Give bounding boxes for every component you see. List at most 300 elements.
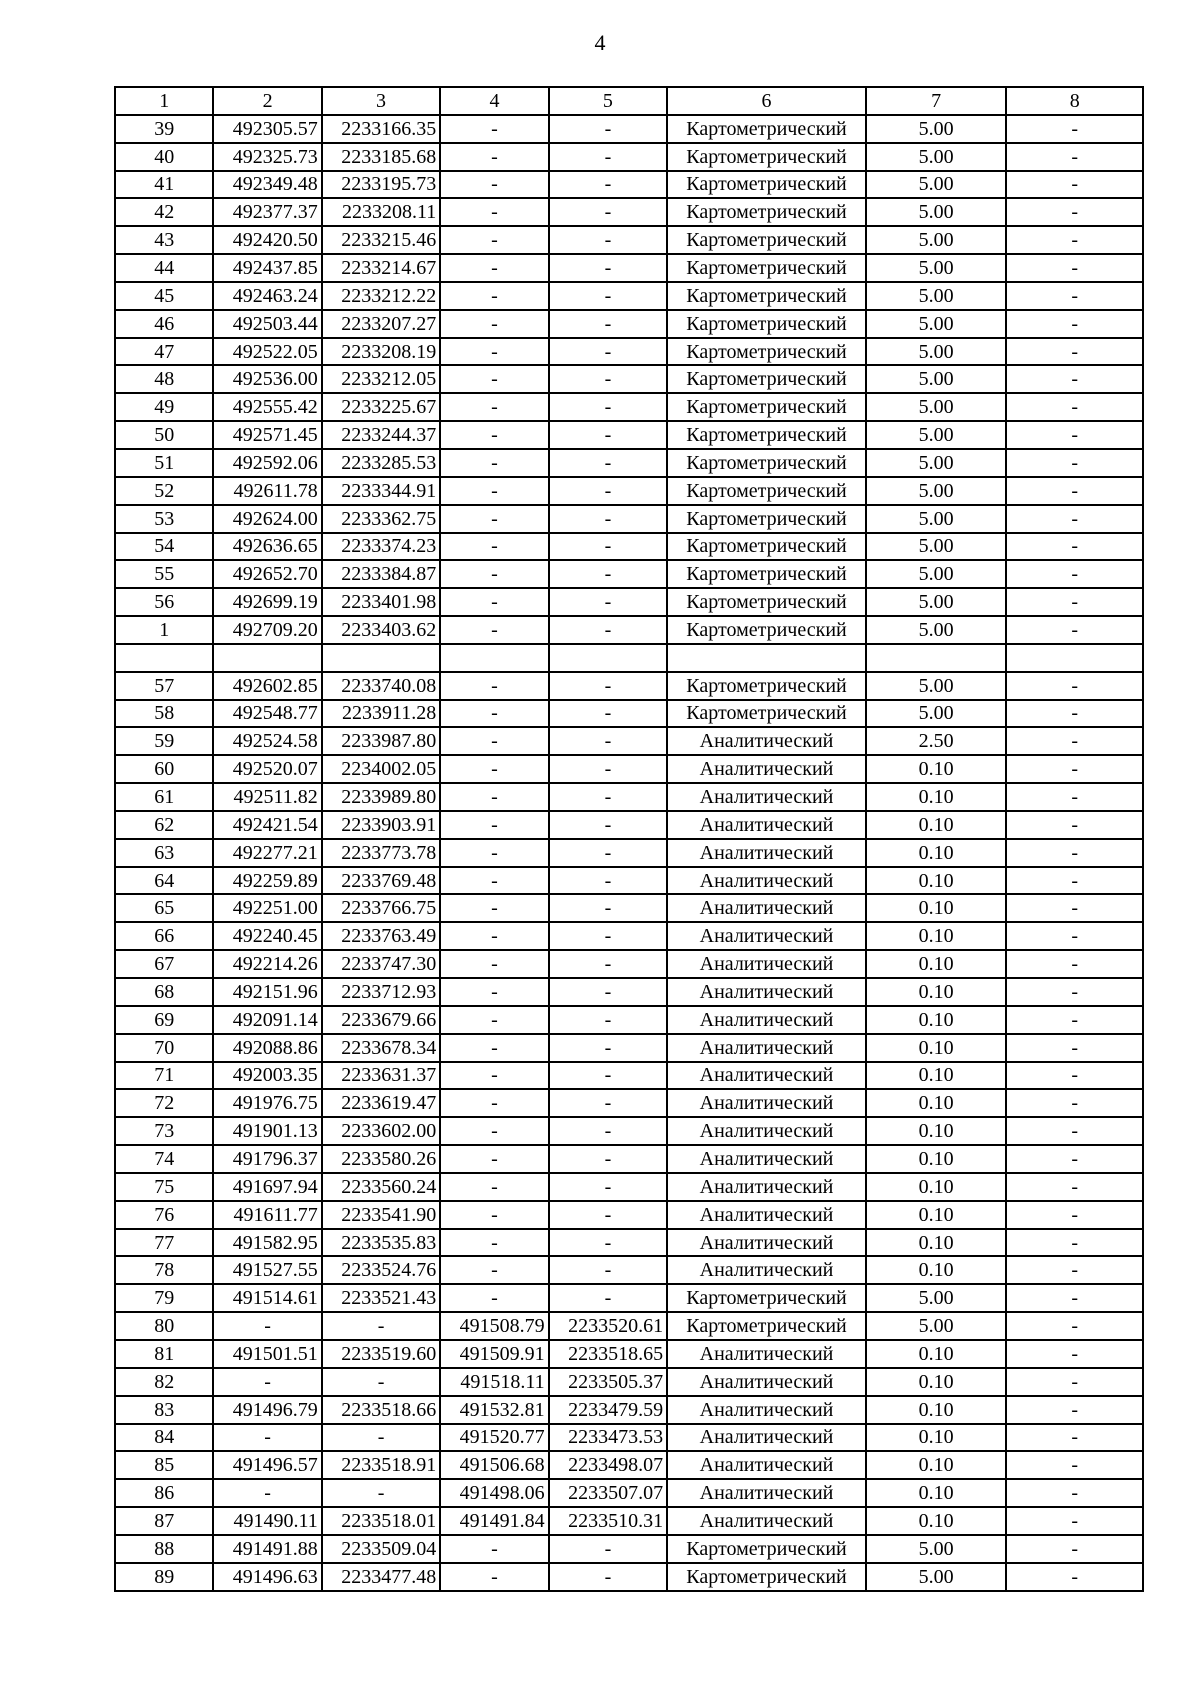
table-cell-col-3: 2233521.43 — [322, 1284, 440, 1312]
table-cell-col-5: - — [549, 1006, 667, 1034]
table-cell-col-3: 2233580.26 — [322, 1145, 440, 1173]
table-cell-col-5: - — [549, 1089, 667, 1117]
table-row — [115, 1340, 1143, 1368]
table-cell-col-2: 492420.50 — [213, 226, 321, 254]
table-cell-col-3: 2233541.90 — [322, 1201, 440, 1229]
table-cell-col-8: - — [1006, 115, 1143, 143]
table-cell-col-6: Аналитический — [667, 867, 866, 895]
table-cell-col-5: 2233520.61 — [549, 1312, 667, 1340]
table-cell-col-5: - — [549, 867, 667, 895]
table-cell-col-6: Аналитический — [667, 1173, 866, 1201]
table-cell-col-3: 2233773.78 — [322, 839, 440, 867]
table-cell-col-1: 44 — [115, 254, 213, 282]
table-row — [115, 143, 1143, 171]
table-cell-col-4: - — [440, 616, 548, 644]
table-cell-col-8: - — [1006, 1173, 1143, 1201]
table-cell-col-1: 65 — [115, 894, 213, 922]
table-cell-col-6: Картометрический — [667, 533, 866, 561]
table-cell-col-4: - — [440, 867, 548, 895]
table-cell-col-5: - — [549, 839, 667, 867]
table-cell-col-1: 76 — [115, 1201, 213, 1229]
table-cell-col-2: 492636.65 — [213, 533, 321, 561]
table-cell-col-3: 2233903.91 — [322, 811, 440, 839]
table-cell-col-6: Аналитический — [667, 727, 866, 755]
table-cell-col-2: 492003.35 — [213, 1062, 321, 1090]
table-cell-col-8: - — [1006, 421, 1143, 449]
table-cell-col-7: 5.00 — [866, 226, 1007, 254]
table-header — [115, 87, 1143, 115]
table-cell-col-8: - — [1006, 171, 1143, 199]
column-header-8: 8 — [1006, 87, 1143, 115]
table-cell-col-1: 59 — [115, 727, 213, 755]
table-body — [115, 115, 1143, 1591]
table-cell-col-8: - — [1006, 1256, 1143, 1284]
table-cell-col-8: - — [1006, 1340, 1143, 1368]
table-row — [115, 1173, 1143, 1201]
table-cell-col-7: 2.50 — [866, 727, 1007, 755]
table-cell-col-5: - — [549, 1145, 667, 1173]
table-cell-col-1: 72 — [115, 1089, 213, 1117]
table-row — [115, 1396, 1143, 1424]
table-cell-col-4: - — [440, 1145, 548, 1173]
table-cell-col-3: 2233989.80 — [322, 783, 440, 811]
table-cell-col-2: 492520.07 — [213, 755, 321, 783]
header-row — [115, 87, 1143, 115]
table-cell-col-2: 492421.54 — [213, 811, 321, 839]
table-cell-col-7: 5.00 — [866, 477, 1007, 505]
table-cell-col-2: 492349.48 — [213, 171, 321, 199]
table-cell-col-5: - — [549, 1117, 667, 1145]
table-cell-col-5: 2233518.65 — [549, 1340, 667, 1368]
table-cell-col-7: 0.10 — [866, 1229, 1007, 1257]
table-cell-col-8: - — [1006, 1284, 1143, 1312]
table-cell-col-6: Аналитический — [667, 1396, 866, 1424]
table-cell-col-3: 2233518.66 — [322, 1396, 440, 1424]
table-cell-col-7: 0.10 — [866, 978, 1007, 1006]
table-cell-col-7: 5.00 — [866, 198, 1007, 226]
table-cell-col-8: - — [1006, 783, 1143, 811]
table-cell-col-6: Аналитический — [667, 811, 866, 839]
table-cell-col-5: - — [549, 393, 667, 421]
table-cell-col-3: 2233384.87 — [322, 560, 440, 588]
table-cell-col-1: 64 — [115, 867, 213, 895]
table-cell-col-1: 63 — [115, 839, 213, 867]
table-row — [115, 644, 1143, 672]
table-cell-col-8: - — [1006, 1424, 1143, 1452]
table-row — [115, 1284, 1143, 1312]
table-cell-col-3: 2233712.93 — [322, 978, 440, 1006]
table-cell-col-5: - — [549, 421, 667, 449]
table-cell-col-7: 5.00 — [866, 616, 1007, 644]
table-cell-col-3: 2233509.04 — [322, 1535, 440, 1563]
table-cell-col-8: - — [1006, 755, 1143, 783]
table-cell-col-3: 2233362.75 — [322, 505, 440, 533]
table-cell-col-6: Картометрический — [667, 505, 866, 533]
table-cell-col-7: 0.10 — [866, 867, 1007, 895]
table-cell-col-6: Аналитический — [667, 1424, 866, 1452]
table-row — [115, 310, 1143, 338]
table-cell-col-2: 492624.00 — [213, 505, 321, 533]
table-cell-col-4: - — [440, 421, 548, 449]
table-cell-col-2: 492463.24 — [213, 282, 321, 310]
table-cell-col-1: 52 — [115, 477, 213, 505]
table-cell-col-7: 0.10 — [866, 811, 1007, 839]
table-cell-col-6 — [667, 644, 866, 672]
table-cell-col-7: 5.00 — [866, 505, 1007, 533]
table-cell-col-4: - — [440, 1563, 548, 1591]
table-cell-col-4: - — [440, 894, 548, 922]
table-cell-col-5: - — [549, 310, 667, 338]
table-cell-col-2: 492437.85 — [213, 254, 321, 282]
table-cell-col-1: 75 — [115, 1173, 213, 1201]
table-cell-col-1: 47 — [115, 338, 213, 366]
table-cell-col-4: - — [440, 1089, 548, 1117]
table-row — [115, 1563, 1143, 1591]
table-cell-col-3: 2233769.48 — [322, 867, 440, 895]
table-cell-col-1: 87 — [115, 1507, 213, 1535]
table-cell-col-5: - — [549, 1535, 667, 1563]
table-cell-col-5: - — [549, 449, 667, 477]
table-cell-col-2: - — [213, 1312, 321, 1340]
table-cell-col-8: - — [1006, 393, 1143, 421]
table-cell-col-5: - — [549, 978, 667, 1006]
table-cell-col-6: Аналитический — [667, 1006, 866, 1034]
table-cell-col-3: - — [322, 1312, 440, 1340]
table-cell-col-3: - — [322, 1479, 440, 1507]
table-cell-col-4 — [440, 644, 548, 672]
table-cell-col-8: - — [1006, 198, 1143, 226]
table-cell-col-4: 491506.68 — [440, 1451, 548, 1479]
table-cell-col-4: 491532.81 — [440, 1396, 548, 1424]
table-cell-col-1: 84 — [115, 1424, 213, 1452]
table-row — [115, 978, 1143, 1006]
table-row — [115, 755, 1143, 783]
table-cell-col-5: - — [549, 171, 667, 199]
table-cell-col-6: Картометрический — [667, 616, 866, 644]
table-cell-col-4: - — [440, 1256, 548, 1284]
table-cell-col-3: 2233987.80 — [322, 727, 440, 755]
table-row — [115, 1535, 1143, 1563]
table-cell-col-8: - — [1006, 1145, 1143, 1173]
table-cell-col-1: 49 — [115, 393, 213, 421]
table-cell-col-8: - — [1006, 338, 1143, 366]
table-cell-col-7: 5.00 — [866, 254, 1007, 282]
table-cell-col-8 — [1006, 644, 1143, 672]
table-cell-col-6: Аналитический — [667, 839, 866, 867]
table-cell-col-1: 71 — [115, 1062, 213, 1090]
table-cell-col-6: Картометрический — [667, 198, 866, 226]
table-cell-col-1: 58 — [115, 700, 213, 728]
table-cell-col-1: 69 — [115, 1006, 213, 1034]
table-cell-col-7: 0.10 — [866, 1034, 1007, 1062]
table-cell-col-2: 492524.58 — [213, 727, 321, 755]
table-cell-col-4: - — [440, 727, 548, 755]
table-cell-col-3: 2233207.27 — [322, 310, 440, 338]
table-cell-col-3: 2233214.67 — [322, 254, 440, 282]
table-cell-col-7: 0.10 — [866, 1424, 1007, 1452]
table-cell-col-1: 45 — [115, 282, 213, 310]
table-cell-col-7: 0.10 — [866, 1256, 1007, 1284]
table-cell-col-1: 56 — [115, 588, 213, 616]
table-cell-col-4: - — [440, 477, 548, 505]
table-cell-col-3: 2233679.66 — [322, 1006, 440, 1034]
table-cell-col-1: 51 — [115, 449, 213, 477]
table-cell-col-6: Картометрический — [667, 1284, 866, 1312]
table-cell-col-8: - — [1006, 1507, 1143, 1535]
table-cell-col-1 — [115, 644, 213, 672]
table-cell-col-8: - — [1006, 727, 1143, 755]
table-cell-col-4: - — [440, 171, 548, 199]
table-cell-col-3: 2233524.76 — [322, 1256, 440, 1284]
table-cell-col-3: 2233195.73 — [322, 171, 440, 199]
table-cell-col-1: 53 — [115, 505, 213, 533]
table-row — [115, 839, 1143, 867]
table-cell-col-4: - — [440, 1535, 548, 1563]
table-cell-col-3: 2233560.24 — [322, 1173, 440, 1201]
table-cell-col-2: - — [213, 1424, 321, 1452]
table-cell-col-7: 5.00 — [866, 1284, 1007, 1312]
table-row — [115, 1006, 1143, 1034]
table-cell-col-3: 2233208.11 — [322, 198, 440, 226]
table-cell-col-7: 0.10 — [866, 922, 1007, 950]
table-cell-col-5: 2233510.31 — [549, 1507, 667, 1535]
table-cell-col-6: Картометрический — [667, 393, 866, 421]
table-cell-col-5: 2233479.59 — [549, 1396, 667, 1424]
table-cell-col-5: - — [549, 588, 667, 616]
table-cell-col-7: 5.00 — [866, 115, 1007, 143]
table-cell-col-8: - — [1006, 1201, 1143, 1229]
table-cell-col-3: 2233740.08 — [322, 672, 440, 700]
table-cell-col-2: 492555.42 — [213, 393, 321, 421]
table-cell-col-3: 2233285.53 — [322, 449, 440, 477]
table-cell-col-1: 74 — [115, 1145, 213, 1173]
table-cell-col-1: 57 — [115, 672, 213, 700]
table-row — [115, 700, 1143, 728]
table-cell-col-7: 0.10 — [866, 1396, 1007, 1424]
table-cell-col-4: - — [440, 1229, 548, 1257]
table-cell-col-2: 491514.61 — [213, 1284, 321, 1312]
column-header-2: 2 — [213, 87, 321, 115]
table-cell-col-6: Аналитический — [667, 950, 866, 978]
table-cell-col-6: Картометрический — [667, 1535, 866, 1563]
table-cell-col-7: 0.10 — [866, 1006, 1007, 1034]
table-cell-col-8: - — [1006, 867, 1143, 895]
table-cell-col-8: - — [1006, 1451, 1143, 1479]
table-cell-col-4: - — [440, 783, 548, 811]
table-cell-col-4: - — [440, 922, 548, 950]
table-cell-col-5: - — [549, 254, 667, 282]
table-cell-col-1: 82 — [115, 1368, 213, 1396]
table-cell-col-2: 491527.55 — [213, 1256, 321, 1284]
table-cell-col-8: - — [1006, 1117, 1143, 1145]
table-cell-col-1: 42 — [115, 198, 213, 226]
table-cell-col-1: 48 — [115, 365, 213, 393]
table-cell-col-5: - — [549, 672, 667, 700]
table-cell-col-8: - — [1006, 560, 1143, 588]
table-cell-col-1: 70 — [115, 1034, 213, 1062]
table-row — [115, 1424, 1143, 1452]
table-cell-col-8: - — [1006, 616, 1143, 644]
table-cell-col-3: 2233747.30 — [322, 950, 440, 978]
table-cell-col-5: - — [549, 894, 667, 922]
table-cell-col-1: 83 — [115, 1396, 213, 1424]
table-cell-col-5: - — [549, 755, 667, 783]
table-cell-col-1: 66 — [115, 922, 213, 950]
table-cell-col-5: 2233507.07 — [549, 1479, 667, 1507]
table-cell-col-3: 2233185.68 — [322, 143, 440, 171]
table-row — [115, 365, 1143, 393]
table-row — [115, 1368, 1143, 1396]
table-cell-col-6: Аналитический — [667, 1368, 866, 1396]
table-cell-col-7: 5.00 — [866, 449, 1007, 477]
table-cell-col-7: 5.00 — [866, 310, 1007, 338]
table-row — [115, 1201, 1143, 1229]
table-cell-col-6: Аналитический — [667, 1451, 866, 1479]
table-cell-col-7: 0.10 — [866, 1479, 1007, 1507]
table-cell-col-7: 5.00 — [866, 560, 1007, 588]
table-cell-col-8: - — [1006, 588, 1143, 616]
table-cell-col-3: 2233518.91 — [322, 1451, 440, 1479]
table-cell-col-4: - — [440, 115, 548, 143]
table-cell-col-1: 68 — [115, 978, 213, 1006]
table-cell-col-7: 5.00 — [866, 1563, 1007, 1591]
table-cell-col-5: - — [549, 950, 667, 978]
table-cell-col-5: - — [549, 365, 667, 393]
table-cell-col-4: - — [440, 310, 548, 338]
table-cell-col-5: - — [549, 1173, 667, 1201]
table-cell-col-4: - — [440, 1284, 548, 1312]
table-cell-col-2: 492592.06 — [213, 449, 321, 477]
table-cell-col-4: - — [440, 978, 548, 1006]
table-cell-col-4: - — [440, 839, 548, 867]
table-cell-col-8: - — [1006, 1312, 1143, 1340]
table-cell-col-4: - — [440, 449, 548, 477]
table-cell-col-6: Картометрический — [667, 477, 866, 505]
table-cell-col-4: - — [440, 282, 548, 310]
table-cell-col-6: Аналитический — [667, 1145, 866, 1173]
table-cell-col-4: - — [440, 226, 548, 254]
table-cell-col-3: 2233535.83 — [322, 1229, 440, 1257]
table-cell-col-7: 0.10 — [866, 1201, 1007, 1229]
table-cell-col-8: - — [1006, 700, 1143, 728]
table-cell-col-1: 67 — [115, 950, 213, 978]
table-cell-col-3: 2233763.49 — [322, 922, 440, 950]
table-cell-col-3: 2233374.23 — [322, 533, 440, 561]
table-cell-col-1: 81 — [115, 1340, 213, 1368]
table-cell-col-6: Аналитический — [667, 1340, 866, 1368]
table-cell-col-8: - — [1006, 226, 1143, 254]
table-cell-col-6: Аналитический — [667, 1201, 866, 1229]
table-cell-col-7: 0.10 — [866, 1173, 1007, 1201]
table-cell-col-2: - — [213, 1479, 321, 1507]
table-cell-col-6: Картометрический — [667, 282, 866, 310]
table-cell-col-3: 2233225.67 — [322, 393, 440, 421]
table-cell-col-3: - — [322, 1424, 440, 1452]
table-cell-col-4: - — [440, 254, 548, 282]
table-cell-col-1: 50 — [115, 421, 213, 449]
table-cell-col-2: 492377.37 — [213, 198, 321, 226]
table-row — [115, 338, 1143, 366]
table-cell-col-7: 5.00 — [866, 393, 1007, 421]
table-row — [115, 421, 1143, 449]
table-cell-col-2: 491901.13 — [213, 1117, 321, 1145]
table-cell-col-4: - — [440, 365, 548, 393]
table-cell-col-8: - — [1006, 978, 1143, 1006]
table-cell-col-2: 491611.77 — [213, 1201, 321, 1229]
table-cell-col-8: - — [1006, 1062, 1143, 1090]
table-cell-col-3: 2233602.00 — [322, 1117, 440, 1145]
table-row — [115, 198, 1143, 226]
table-cell-col-7: 0.10 — [866, 1089, 1007, 1117]
table-cell-col-7: 5.00 — [866, 533, 1007, 561]
table-cell-col-2: 492259.89 — [213, 867, 321, 895]
table-cell-col-1: 80 — [115, 1312, 213, 1340]
table-cell-col-6: Картометрический — [667, 254, 866, 282]
table-cell-col-1: 78 — [115, 1256, 213, 1284]
table-cell-col-8: - — [1006, 533, 1143, 561]
table-cell-col-3: 2233215.46 — [322, 226, 440, 254]
table-cell-col-4: - — [440, 588, 548, 616]
table-cell-col-6: Картометрический — [667, 171, 866, 199]
table-cell-col-6: Аналитический — [667, 894, 866, 922]
column-header-6: 6 — [667, 87, 866, 115]
table-cell-col-5: - — [549, 727, 667, 755]
table-cell-col-8: - — [1006, 505, 1143, 533]
table-cell-col-4: 491518.11 — [440, 1368, 548, 1396]
table-cell-col-4: - — [440, 700, 548, 728]
table-cell-col-5: - — [549, 700, 667, 728]
table-row — [115, 727, 1143, 755]
table-row — [115, 950, 1143, 978]
table-cell-col-6: Аналитический — [667, 755, 866, 783]
table-cell-col-2: 492548.77 — [213, 700, 321, 728]
table-cell-col-6: Картометрический — [667, 310, 866, 338]
table-cell-col-6: Картометрический — [667, 588, 866, 616]
table-cell-col-4: - — [440, 1006, 548, 1034]
table-cell-col-7: 0.10 — [866, 1117, 1007, 1145]
table-cell-col-6: Картометрический — [667, 1563, 866, 1591]
table-cell-col-6: Картометрический — [667, 700, 866, 728]
table-cell-col-8: - — [1006, 1563, 1143, 1591]
table-cell-col-2: 491496.57 — [213, 1451, 321, 1479]
table-cell-col-3: 2233401.98 — [322, 588, 440, 616]
table-row — [115, 560, 1143, 588]
table-cell-col-2: 492522.05 — [213, 338, 321, 366]
table-cell-col-2: 491697.94 — [213, 1173, 321, 1201]
table-cell-col-7: 0.10 — [866, 1062, 1007, 1090]
table-cell-col-7: 5.00 — [866, 1312, 1007, 1340]
page-number: 4 — [594, 30, 606, 55]
table-cell-col-3: 2233519.60 — [322, 1340, 440, 1368]
table-cell-col-2: 492699.19 — [213, 588, 321, 616]
table-cell-col-7: 0.10 — [866, 1368, 1007, 1396]
table-row — [115, 811, 1143, 839]
table-cell-col-5: - — [549, 1034, 667, 1062]
table-cell-col-2: 492277.21 — [213, 839, 321, 867]
table-cell-col-5: - — [549, 282, 667, 310]
table-cell-col-3: 2233212.22 — [322, 282, 440, 310]
table-cell-col-4: - — [440, 1062, 548, 1090]
table-cell-col-3: 2233208.19 — [322, 338, 440, 366]
table-cell-col-3: 2233244.37 — [322, 421, 440, 449]
table-row — [115, 1145, 1143, 1173]
table-cell-col-5: - — [549, 811, 667, 839]
table-cell-col-4: 491520.77 — [440, 1424, 548, 1452]
table-cell-col-2: 491976.75 — [213, 1089, 321, 1117]
table-cell-col-8: - — [1006, 1034, 1143, 1062]
table-cell-col-2: 492240.45 — [213, 922, 321, 950]
table-cell-col-4: 491509.91 — [440, 1340, 548, 1368]
